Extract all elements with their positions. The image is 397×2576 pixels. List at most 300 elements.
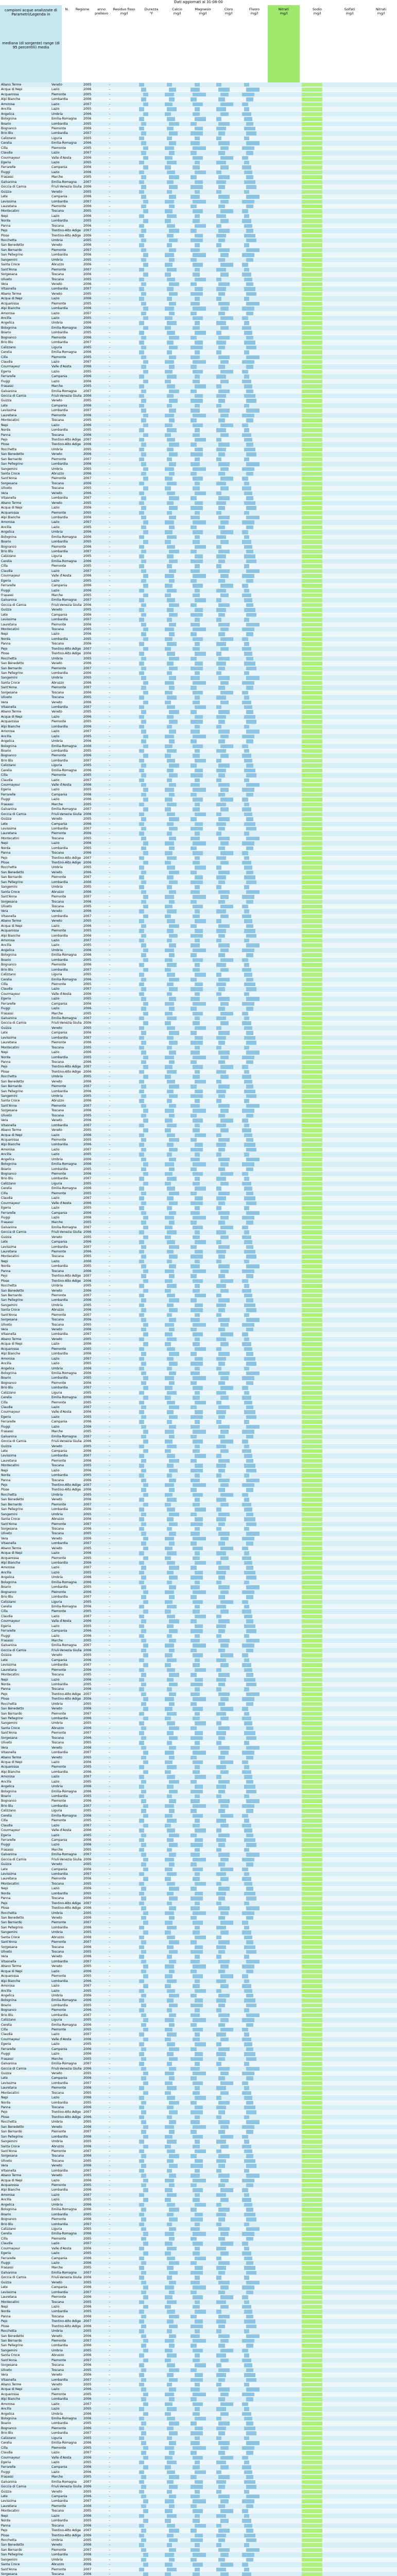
table-row[interactable] bbox=[0, 496, 397, 500]
table-row[interactable] bbox=[0, 2105, 397, 2110]
table-row[interactable] bbox=[0, 2129, 397, 2134]
table-row[interactable] bbox=[0, 209, 397, 213]
table-row[interactable] bbox=[0, 1789, 397, 1794]
table-row[interactable] bbox=[0, 1808, 397, 1813]
table-row[interactable] bbox=[0, 1245, 397, 1249]
table-row[interactable] bbox=[0, 1702, 397, 1706]
table-row[interactable] bbox=[0, 501, 397, 505]
table-row[interactable] bbox=[0, 1600, 397, 1604]
table-row[interactable] bbox=[0, 1531, 397, 1536]
table-row[interactable] bbox=[0, 447, 397, 452]
table-row[interactable] bbox=[0, 656, 397, 661]
table-row[interactable] bbox=[0, 992, 397, 996]
table-row[interactable] bbox=[0, 1279, 397, 1283]
table-row[interactable] bbox=[0, 1395, 397, 1400]
table-row[interactable] bbox=[0, 1964, 397, 1969]
table-row[interactable] bbox=[0, 2236, 397, 2241]
table-row[interactable] bbox=[0, 214, 397, 218]
table-row[interactable] bbox=[0, 1974, 397, 1978]
table-row[interactable] bbox=[0, 865, 397, 870]
table-row[interactable] bbox=[0, 1128, 397, 1132]
table-row[interactable] bbox=[0, 360, 397, 364]
table-row[interactable] bbox=[0, 1225, 397, 1230]
table-row[interactable] bbox=[0, 2173, 397, 2178]
table-row[interactable] bbox=[0, 894, 397, 899]
table-row[interactable] bbox=[0, 1619, 397, 1623]
table-row[interactable] bbox=[0, 2168, 397, 2173]
table-row[interactable] bbox=[0, 2183, 397, 2188]
table-row[interactable] bbox=[0, 539, 397, 544]
table-row[interactable] bbox=[0, 1541, 397, 1546]
table-row[interactable] bbox=[0, 1400, 397, 1405]
table-row[interactable] bbox=[0, 1419, 397, 1424]
table-row[interactable] bbox=[0, 1060, 397, 1064]
table-row[interactable] bbox=[0, 2139, 397, 2144]
table-row[interactable] bbox=[0, 1376, 397, 1380]
table-row[interactable] bbox=[0, 1337, 397, 1342]
table-row[interactable] bbox=[0, 150, 397, 155]
table-row[interactable] bbox=[0, 2154, 397, 2158]
table-row[interactable] bbox=[0, 1011, 397, 1016]
table-row[interactable] bbox=[0, 1094, 397, 1098]
table-row[interactable] bbox=[0, 2246, 397, 2251]
table-row[interactable] bbox=[0, 1453, 397, 1458]
table-row[interactable] bbox=[0, 1614, 397, 1619]
table-row[interactable] bbox=[0, 442, 397, 447]
table-row[interactable] bbox=[0, 807, 397, 811]
table-row[interactable] bbox=[0, 545, 397, 549]
table-row[interactable] bbox=[0, 1415, 397, 1419]
table-row[interactable] bbox=[0, 175, 397, 179]
table-row[interactable] bbox=[0, 2052, 397, 2056]
table-row[interactable] bbox=[0, 1444, 397, 1449]
table-row[interactable] bbox=[0, 1289, 397, 1293]
table-row[interactable] bbox=[0, 787, 397, 792]
table-row[interactable] bbox=[0, 695, 397, 700]
table-row[interactable] bbox=[0, 1658, 397, 1663]
table-row[interactable] bbox=[0, 1220, 397, 1225]
table-row[interactable] bbox=[0, 1249, 397, 1254]
table-row[interactable] bbox=[0, 1638, 397, 1643]
table-row[interactable] bbox=[0, 749, 397, 753]
table-row[interactable] bbox=[0, 1016, 397, 1021]
table-row[interactable] bbox=[0, 379, 397, 384]
table-row[interactable] bbox=[0, 403, 397, 408]
table-row[interactable] bbox=[0, 1648, 397, 1653]
table-row[interactable] bbox=[0, 1050, 397, 1055]
table-row[interactable] bbox=[0, 1021, 397, 1025]
table-row[interactable] bbox=[0, 1366, 397, 1371]
table-row[interactable] bbox=[0, 301, 397, 306]
table-row[interactable] bbox=[0, 622, 397, 627]
table-row[interactable] bbox=[0, 1731, 397, 1735]
table-row[interactable] bbox=[0, 1332, 397, 1336]
table-row[interactable] bbox=[0, 1147, 397, 1152]
table-row[interactable] bbox=[0, 2066, 397, 2071]
table-row[interactable] bbox=[0, 885, 397, 889]
table-row[interactable] bbox=[0, 1308, 397, 1312]
table-row[interactable] bbox=[0, 286, 397, 291]
table-row[interactable] bbox=[0, 1780, 397, 1784]
table-row[interactable] bbox=[0, 467, 397, 471]
table-row[interactable] bbox=[0, 1711, 397, 1716]
table-row[interactable] bbox=[0, 2032, 397, 2037]
table-row[interactable] bbox=[0, 948, 397, 953]
table-row[interactable] bbox=[0, 1546, 397, 1551]
table-row[interactable] bbox=[0, 112, 397, 116]
table-row[interactable] bbox=[0, 2217, 397, 2222]
table-row[interactable] bbox=[0, 724, 397, 729]
table-row[interactable] bbox=[0, 598, 397, 602]
table-row[interactable] bbox=[0, 1833, 397, 1838]
table-row[interactable] bbox=[0, 685, 397, 690]
table-row[interactable] bbox=[0, 423, 397, 428]
table-row[interactable] bbox=[0, 632, 397, 636]
table-row[interactable] bbox=[0, 107, 397, 111]
table-row[interactable] bbox=[0, 1634, 397, 1638]
table-row[interactable] bbox=[0, 2008, 397, 2012]
table-row[interactable] bbox=[0, 1274, 397, 1278]
table-row[interactable] bbox=[0, 1269, 397, 1274]
table-row[interactable] bbox=[0, 2212, 397, 2217]
table-row[interactable] bbox=[0, 2061, 397, 2066]
table-row[interactable] bbox=[0, 700, 397, 705]
table-row[interactable] bbox=[0, 962, 397, 967]
table-row[interactable] bbox=[0, 1872, 397, 1876]
table-row[interactable] bbox=[0, 715, 397, 719]
table-row[interactable] bbox=[0, 486, 397, 490]
table-row[interactable] bbox=[0, 122, 397, 126]
table-row[interactable] bbox=[0, 2241, 397, 2246]
table-row[interactable] bbox=[0, 511, 397, 515]
table-row[interactable] bbox=[0, 1313, 397, 1317]
table-row[interactable] bbox=[0, 1740, 397, 1745]
table-row[interactable] bbox=[0, 739, 397, 743]
table-row[interactable] bbox=[0, 1736, 397, 1740]
table-row[interactable] bbox=[0, 831, 397, 836]
table-row[interactable] bbox=[0, 1624, 397, 1629]
table-row[interactable] bbox=[0, 919, 397, 923]
table-row[interactable] bbox=[0, 613, 397, 617]
table-row[interactable] bbox=[0, 481, 397, 486]
table-row[interactable] bbox=[0, 1984, 397, 1988]
table-row[interactable] bbox=[0, 1201, 397, 1206]
table-row[interactable] bbox=[0, 1906, 397, 1910]
table-row[interactable] bbox=[0, 758, 397, 763]
table-row[interactable] bbox=[0, 826, 397, 831]
table-row[interactable] bbox=[0, 1502, 397, 1507]
table-row[interactable] bbox=[0, 1230, 397, 1234]
table-row[interactable] bbox=[0, 817, 397, 821]
table-row[interactable] bbox=[0, 856, 397, 860]
table-row[interactable] bbox=[0, 2251, 397, 2256]
table-row[interactable] bbox=[0, 1862, 397, 1867]
table-row[interactable] bbox=[0, 1998, 397, 2003]
table-row[interactable] bbox=[0, 1084, 397, 1089]
table-row[interactable] bbox=[0, 2047, 397, 2052]
table-row[interactable] bbox=[0, 369, 397, 374]
table-row[interactable] bbox=[0, 1002, 397, 1006]
table-row[interactable] bbox=[0, 345, 397, 350]
table-row[interactable] bbox=[0, 243, 397, 247]
table-row[interactable] bbox=[0, 2057, 397, 2061]
table-row[interactable] bbox=[0, 535, 397, 539]
table-row[interactable] bbox=[0, 1162, 397, 1166]
table-row[interactable] bbox=[0, 2265, 397, 2270]
table-row[interactable] bbox=[0, 768, 397, 773]
table-row[interactable] bbox=[0, 1823, 397, 1828]
table-row[interactable] bbox=[0, 559, 397, 564]
table-row[interactable] bbox=[0, 2013, 397, 2018]
table-row[interactable] bbox=[0, 1507, 397, 1512]
table-row[interactable] bbox=[0, 1794, 397, 1799]
table-row[interactable] bbox=[0, 900, 397, 904]
table-row[interactable] bbox=[0, 92, 397, 97]
table-row[interactable] bbox=[0, 199, 397, 204]
table-row[interactable] bbox=[0, 2076, 397, 2080]
table-row[interactable] bbox=[0, 316, 397, 320]
table-row[interactable] bbox=[0, 1478, 397, 1483]
table-row[interactable] bbox=[0, 1570, 397, 1575]
table-row[interactable] bbox=[0, 904, 397, 909]
table-row[interactable] bbox=[0, 471, 397, 476]
table-row[interactable] bbox=[0, 1391, 397, 1395]
table-row[interactable] bbox=[0, 958, 397, 962]
table-row[interactable] bbox=[0, 1784, 397, 1789]
table-row[interactable] bbox=[0, 1867, 397, 1872]
table-row[interactable] bbox=[0, 2115, 397, 2120]
table-row[interactable] bbox=[0, 1026, 397, 1030]
table-row[interactable] bbox=[0, 588, 397, 593]
table-row[interactable] bbox=[0, 1930, 397, 1935]
table-row[interactable] bbox=[0, 719, 397, 724]
table-row[interactable] bbox=[0, 1323, 397, 1327]
table-row[interactable] bbox=[0, 1706, 397, 1711]
table-row[interactable] bbox=[0, 1468, 397, 1473]
table-row[interactable] bbox=[0, 627, 397, 632]
table-row[interactable] bbox=[0, 554, 397, 558]
table-row[interactable] bbox=[0, 987, 397, 991]
table-row[interactable] bbox=[0, 228, 397, 233]
table-row[interactable] bbox=[0, 2144, 397, 2149]
table-row[interactable] bbox=[0, 890, 397, 894]
table-row[interactable] bbox=[0, 2231, 397, 2236]
table-row[interactable] bbox=[0, 870, 397, 875]
table-row[interactable] bbox=[0, 1755, 397, 1760]
table-row[interactable] bbox=[0, 1473, 397, 1478]
table-row[interactable] bbox=[0, 141, 397, 145]
table-row[interactable] bbox=[0, 437, 397, 442]
table-row[interactable] bbox=[0, 2207, 397, 2212]
table-row[interactable] bbox=[0, 1293, 397, 1298]
table-row[interactable] bbox=[0, 505, 397, 510]
table-row[interactable] bbox=[0, 1609, 397, 1614]
table-row[interactable] bbox=[0, 1381, 397, 1385]
table-row[interactable] bbox=[0, 1721, 397, 1725]
table-row[interactable] bbox=[0, 1750, 397, 1755]
table-row[interactable] bbox=[0, 1668, 397, 1672]
table-row[interactable] bbox=[0, 1235, 397, 1240]
table-row[interactable] bbox=[0, 2027, 397, 2032]
table-row[interactable] bbox=[0, 1716, 397, 1721]
table-row[interactable] bbox=[0, 1172, 397, 1176]
table-row[interactable] bbox=[0, 355, 397, 360]
table-row[interactable] bbox=[0, 1036, 397, 1040]
table-row[interactable] bbox=[0, 204, 397, 209]
table-row[interactable] bbox=[0, 709, 397, 714]
table-row[interactable] bbox=[0, 744, 397, 749]
table-row[interactable] bbox=[0, 729, 397, 734]
table-row[interactable] bbox=[0, 2256, 397, 2261]
table-row[interactable] bbox=[0, 2071, 397, 2076]
table-row[interactable] bbox=[0, 1891, 397, 1896]
table-row[interactable] bbox=[0, 1133, 397, 1138]
table-row[interactable] bbox=[0, 398, 397, 403]
table-row[interactable] bbox=[0, 126, 397, 131]
table-row[interactable] bbox=[0, 1030, 397, 1035]
table-row[interactable] bbox=[0, 579, 397, 583]
table-row[interactable] bbox=[0, 277, 397, 282]
table-row[interactable] bbox=[0, 1215, 397, 1220]
table-row[interactable] bbox=[0, 335, 397, 340]
table-row[interactable] bbox=[0, 116, 397, 121]
table-row[interactable] bbox=[0, 573, 397, 578]
table-row[interactable] bbox=[0, 102, 397, 107]
table-row[interactable] bbox=[0, 1814, 397, 1818]
table-row[interactable] bbox=[0, 1264, 397, 1268]
table-row[interactable] bbox=[0, 1575, 397, 1580]
table-row[interactable] bbox=[0, 292, 397, 296]
table-row[interactable] bbox=[0, 428, 397, 432]
table-row[interactable] bbox=[0, 2042, 397, 2046]
table-row[interactable] bbox=[0, 982, 397, 987]
table-row[interactable] bbox=[0, 218, 397, 223]
table-row[interactable] bbox=[0, 753, 397, 758]
table-row[interactable] bbox=[0, 258, 397, 262]
table-row[interactable] bbox=[0, 593, 397, 598]
table-row[interactable] bbox=[0, 2081, 397, 2086]
table-row[interactable] bbox=[0, 1804, 397, 1808]
table-row[interactable] bbox=[0, 1882, 397, 1886]
table-row[interactable] bbox=[0, 1006, 397, 1011]
table-row[interactable] bbox=[0, 1818, 397, 1823]
table-row[interactable] bbox=[0, 2095, 397, 2100]
table-row[interactable] bbox=[0, 394, 397, 398]
table-row[interactable] bbox=[0, 252, 397, 257]
table-row[interactable] bbox=[0, 607, 397, 612]
table-row[interactable] bbox=[0, 1196, 397, 1200]
table-row[interactable] bbox=[0, 452, 397, 456]
table-row[interactable] bbox=[0, 1848, 397, 1852]
table-row[interactable] bbox=[0, 1940, 397, 1944]
table-row[interactable] bbox=[0, 1677, 397, 1682]
table-row[interactable] bbox=[0, 1629, 397, 1633]
table-row[interactable] bbox=[0, 1959, 397, 1964]
table-row[interactable] bbox=[0, 875, 397, 879]
table-row[interactable] bbox=[0, 666, 397, 671]
table-row[interactable] bbox=[0, 1935, 397, 1940]
table-row[interactable] bbox=[0, 1098, 397, 1103]
table-row[interactable] bbox=[0, 1240, 397, 1244]
table-row[interactable] bbox=[0, 515, 397, 520]
table-row[interactable] bbox=[0, 1357, 397, 1361]
table-row[interactable] bbox=[0, 972, 397, 977]
table-row[interactable] bbox=[0, 880, 397, 885]
table-row[interactable] bbox=[0, 520, 397, 524]
table-row[interactable] bbox=[0, 1493, 397, 1497]
table-row[interactable] bbox=[0, 1536, 397, 1541]
table-row[interactable] bbox=[0, 1852, 397, 1857]
table-row[interactable] bbox=[0, 1186, 397, 1191]
table-row[interactable] bbox=[0, 272, 397, 277]
table-row[interactable] bbox=[0, 165, 397, 170]
table-row[interactable] bbox=[0, 1954, 397, 1959]
table-row[interactable] bbox=[0, 1876, 397, 1881]
table-row[interactable] bbox=[0, 1595, 397, 1599]
table-row[interactable] bbox=[0, 1108, 397, 1113]
table-row[interactable] bbox=[0, 1950, 397, 1954]
table-row[interactable] bbox=[0, 530, 397, 534]
table-row[interactable] bbox=[0, 311, 397, 316]
table-row[interactable] bbox=[0, 1405, 397, 1410]
table-row[interactable] bbox=[0, 773, 397, 777]
table-row[interactable] bbox=[0, 617, 397, 622]
table-row[interactable] bbox=[0, 1765, 397, 1769]
table-row[interactable] bbox=[0, 996, 397, 1001]
table-row[interactable] bbox=[0, 1692, 397, 1697]
table-row[interactable] bbox=[0, 1434, 397, 1439]
table-row[interactable] bbox=[0, 1497, 397, 1502]
table-row[interactable] bbox=[0, 1074, 397, 1079]
table-row[interactable] bbox=[0, 2270, 397, 2275]
table-row[interactable] bbox=[0, 2120, 397, 2124]
table-row[interactable] bbox=[0, 651, 397, 656]
table-row[interactable] bbox=[0, 262, 397, 267]
table-row[interactable] bbox=[0, 1993, 397, 1998]
table-row[interactable] bbox=[0, 778, 397, 783]
table-row[interactable] bbox=[0, 924, 397, 928]
table-row[interactable] bbox=[0, 1682, 397, 1687]
table-row[interactable] bbox=[0, 2134, 397, 2139]
table-row[interactable] bbox=[0, 1643, 397, 1648]
table-row[interactable] bbox=[0, 2110, 397, 2114]
table-row[interactable] bbox=[0, 1989, 397, 1993]
table-row[interactable] bbox=[0, 1663, 397, 1667]
table-row[interactable] bbox=[0, 1327, 397, 1332]
table-row[interactable] bbox=[0, 977, 397, 982]
table-row[interactable] bbox=[0, 1896, 397, 1901]
table-row[interactable] bbox=[0, 156, 397, 160]
table-row[interactable] bbox=[0, 928, 397, 933]
table-row[interactable] bbox=[0, 184, 397, 189]
table-row[interactable] bbox=[0, 792, 397, 797]
table-row[interactable] bbox=[0, 1916, 397, 1920]
table-row[interactable] bbox=[0, 433, 397, 437]
table-row[interactable] bbox=[0, 160, 397, 165]
table-row[interactable] bbox=[0, 233, 397, 238]
table-row[interactable] bbox=[0, 194, 397, 199]
table-row[interactable] bbox=[0, 802, 397, 807]
table-row[interactable] bbox=[0, 1522, 397, 1527]
table-row[interactable] bbox=[0, 462, 397, 466]
table-row[interactable] bbox=[0, 1697, 397, 1701]
table-row[interactable] bbox=[0, 851, 397, 855]
table-row[interactable] bbox=[0, 2178, 397, 2183]
table-row[interactable] bbox=[0, 569, 397, 573]
table-row[interactable] bbox=[0, 326, 397, 330]
table-row[interactable] bbox=[0, 549, 397, 554]
table-row[interactable] bbox=[0, 1425, 397, 1429]
